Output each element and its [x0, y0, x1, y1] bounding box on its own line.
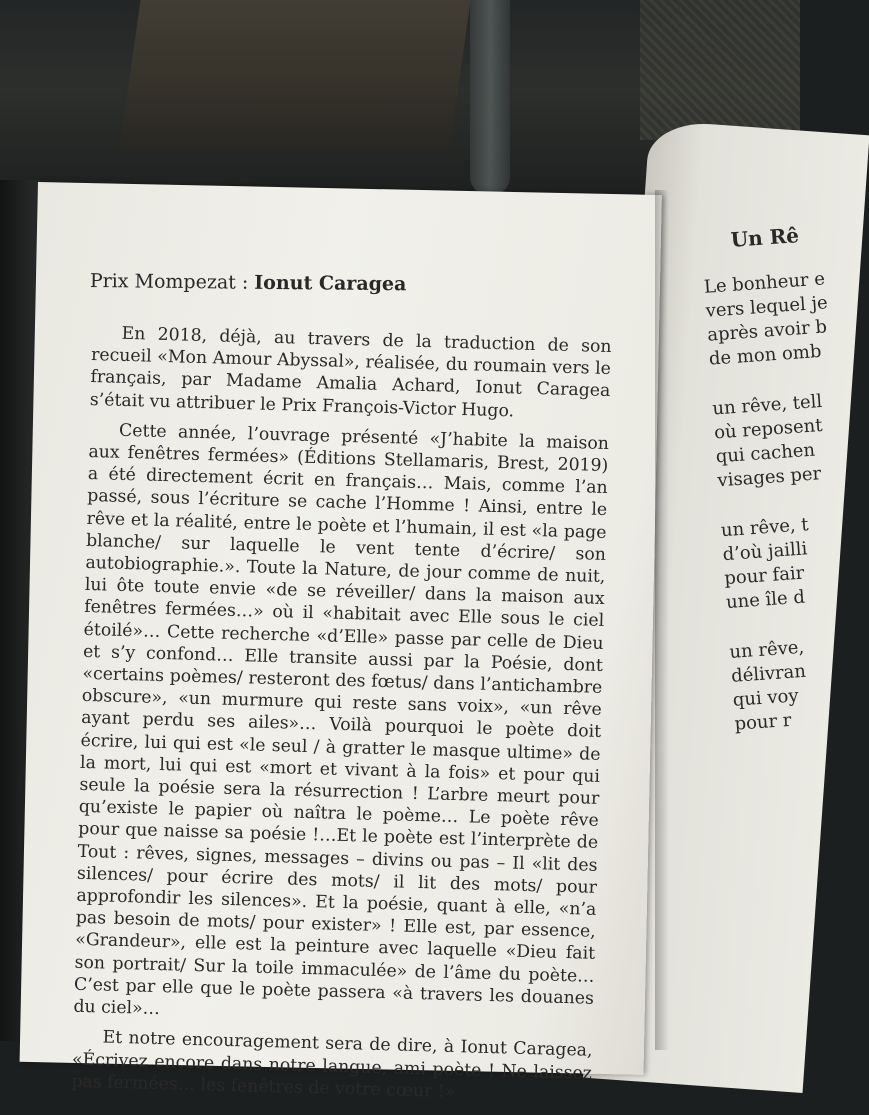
right-line: un rêve,	[728, 636, 805, 663]
book-gutter-shadow	[655, 190, 669, 1050]
author-name: Ionut Caragea	[254, 271, 407, 296]
right-line: pour fair	[723, 562, 805, 590]
right-page-title: Un Rê	[729, 223, 800, 252]
right-line: d’où jailli	[721, 538, 808, 566]
right-line: qui cachen	[715, 439, 816, 468]
background-shelf	[119, 0, 470, 150]
paragraph-3: Et notre encouragement sera de dire, à Ionut Caragea, «Écrivez encore dans notre langue, ami poète ! Ne laissez pas fermées… les fenêtres de votre cœur !»	[71, 1027, 593, 1102]
right-line: vers lequel je	[704, 292, 829, 322]
right-line: un rêve, t	[720, 514, 810, 542]
right-line: après avoir b	[706, 316, 828, 346]
right-line: une île d	[725, 586, 806, 614]
right-line: Le bonheur e	[703, 268, 826, 298]
page-header	[90, 270, 407, 295]
right-line: visages per	[716, 463, 822, 492]
background-post	[470, 0, 510, 195]
prize-label: Prix Mompezat :	[89, 270, 249, 294]
right-line: pour r	[733, 709, 793, 735]
body-text	[71, 322, 612, 1115]
right-line: un rêve, tell	[711, 390, 823, 420]
background-fabric	[640, 0, 800, 140]
right-line: où reposent	[713, 414, 824, 444]
right-line: de mon omb	[708, 340, 823, 370]
paragraph-2: Cette année, l’ouvrage présenté «J’habite la maison aux fenêtres fermées» (Éditions Stellamaris, Brest, 2019) a été directement écrit en français… Mais, comme l’an passé, sous l’écriture se cache l’Homme ! Ainsi, entre le rêve et la réalité, entre le poète et l’humain, il est «la page blanche/ sur laquelle le vent tente d’écrire/ son autobiographie.». Toute la Nature, de jour comme de nuit, lui ôte toute envie «de se réveiller/ dans la maison aux fenêtres fermées…» où il «habitait avec Elle sous le ciel étoilé»… Cette recherche «d’Elle» passe par celle de Dieu et s’y confond… Elle transite aussi par la Poésie, dont «certains poèmes/ resteront des fœtus/ dans l’antichambre obscure», «un murmure qui reste sans voix», «un rêve ayant perdu ses ailes»… Voilà pourquoi le poète doit écrire, lui qui est «le seul / à gratter le masque ultime» de la mort, lui qui est «mort et vivant à la fois» et pour qui seule la poésie sera la résurrection ! L’arbre meurt pour qu’existe le papier où naîtra le poème… Le poète rêve pour que naisse sa poésie !…Et le poète est l’interprète de Tout : rêves, signes, messages – divins ou pas – Il «lit des silences/ pour écrire des mots/ il lit des mots/ pour approfondir les silences». Et la poésie, quant à elle, «n’a pas besoin de mots/ pour exister» ! Elle est, par essence, «Grandeur», elle est la peinture avec laquelle «Dieu fait son portrait/ Sur la toile immaculée» de l’âme du poète… C’est par elle que le poète passera «à travers les douanes du ciel»…	[73, 420, 610, 1020]
right-line: qui voy	[732, 685, 800, 711]
right-line: délivran	[730, 660, 807, 687]
paragraph-1: En 2018, déjà, au travers de la traduction de son recueil «Mon Amour Abyssal», réalisée, du roumain vers le français, par Madame Amalia Achard, Ionut Caragea s’était vu attribuer le Prix François-Victor Hugo.	[89, 323, 612, 422]
